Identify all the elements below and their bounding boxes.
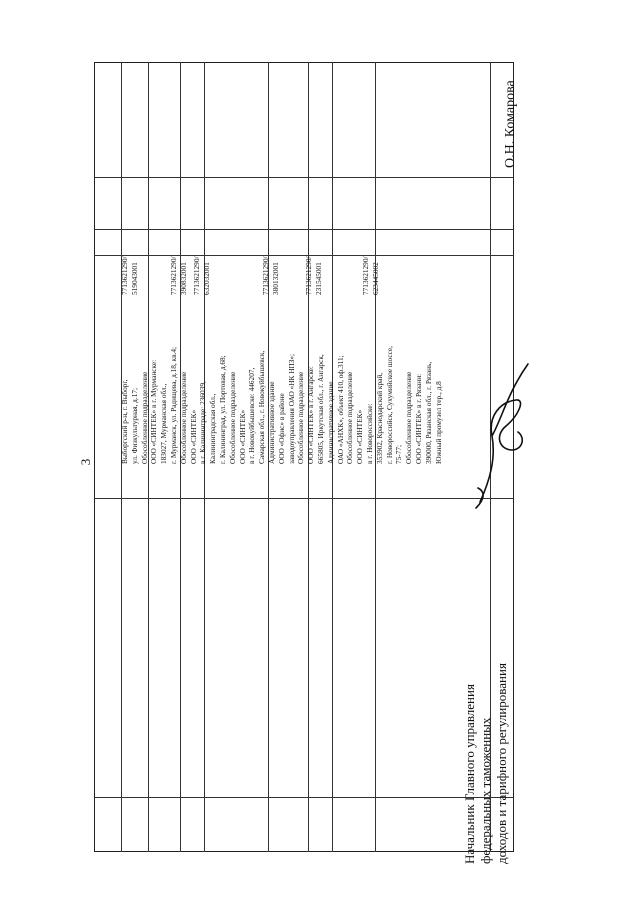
kpp-value: 231545001 [313, 262, 323, 295]
address-line: Обособленное подразделение [404, 371, 414, 464]
address-line: ООО «Офис» в районе [276, 393, 286, 464]
signatory-title-line: Начальник Главного управления [462, 684, 477, 864]
address-line: ООО «СИНТЕК» в г. Рязани: [413, 373, 423, 464]
address-line: ООО «СИНТЕК» [355, 409, 365, 464]
address-line: ОАО «АНХК», объект 410, оф.311; [335, 355, 345, 464]
address-line: г. Новороссийск, Сухумийское шоссе, [384, 346, 394, 464]
address-line: Административное здание [266, 381, 276, 464]
table-row-divider [94, 797, 514, 798]
address-line: Административное здание [325, 381, 335, 464]
address-line: г. Мурманск, ул. Радищева, д.18, кв.4; [168, 346, 178, 464]
address-line: Калининградская обл., [208, 393, 218, 464]
inn-kpp-entry [361, 256, 381, 295]
address-line: ООО «СИНТЕК» [237, 409, 247, 464]
address-list [120, 346, 443, 464]
address-line: Обособленное подразделение [296, 371, 306, 464]
signatory-title-line: доходов и тарифного регулирования [494, 663, 509, 864]
page-number: 3 [78, 458, 93, 466]
table-row-divider [94, 229, 514, 230]
address-line: 665805, Иркутская обл., г. Ангарск, [315, 354, 325, 464]
address-line: 75-77; [394, 444, 404, 464]
table-row-divider [94, 177, 514, 178]
address-line: Южный промузел тер., д.8 [433, 381, 443, 464]
table-row-divider [94, 498, 514, 499]
address-line: ул. Физкультурная, д.17; [129, 387, 139, 464]
inn-kpp-entry [120, 256, 140, 295]
kpp-value: 623445002 [370, 262, 380, 295]
inn-kpp-entry [304, 256, 324, 295]
kpp-value: 632032001 [201, 262, 211, 295]
kpp-value: 380132001 [270, 262, 280, 295]
inn-value: 7713621290/ [120, 256, 129, 295]
signatory-title [462, 663, 510, 864]
address-line: Обособленное подразделение [139, 371, 149, 464]
inn-kpp-entry [192, 256, 212, 295]
signatory-title-line: федеральных таможенных [478, 717, 493, 864]
inn-value: 7713621290/ [361, 256, 370, 295]
inn-value: 7713621290/ [192, 256, 201, 295]
address-line: Обособленное подразделение [227, 371, 237, 464]
address-line: Выборгский р-н, г. Выборг, [120, 379, 129, 464]
address-line: ООО «СИНТЕК» в г. Ангарске: [306, 366, 316, 464]
address-line: ООО «СИНТЕК» [188, 409, 198, 464]
signatory-name: О.Н. Комарова [503, 80, 518, 168]
kpp-value: 519043001 [129, 262, 139, 295]
handwritten-signature [466, 352, 538, 512]
address-line: в г. Калининграде: 236039, [198, 381, 208, 464]
address-line: в г. Новороссийске: [364, 403, 374, 464]
inn-value: 7713621290/ [169, 256, 178, 295]
inn-value: 7713621290/ [304, 256, 313, 295]
address-line: г. Калининград, ул. Портовая, д.68; [217, 355, 227, 464]
inn-kpp-entry [261, 256, 281, 295]
address-line: 353902, Краснодарский край, [374, 372, 384, 464]
address-line: заводоуправления ОАО «НК НПЗ»; [286, 353, 296, 464]
address-line: 390000, Рязанская обл., г. Рязань, [423, 361, 433, 464]
address-line: Обособленное подразделение [178, 371, 188, 464]
kpp-value: 390832001 [178, 262, 188, 295]
rotated-register-table [94, 62, 514, 852]
inn-kpp-entry [169, 256, 189, 295]
address-line: 183027, Мурманская обл., [159, 383, 169, 464]
address-line: Обособленное подразделение [345, 371, 355, 464]
address-line: Самарская обл., г. Новокуйбышевск, [257, 350, 267, 464]
address-line: в г. Новокуйбышевске: 446207, [247, 367, 257, 464]
address-line: ООО «СИНТЕК» в г. Мурманске: [149, 359, 159, 464]
inn-value: 7713621290/ [261, 256, 270, 295]
